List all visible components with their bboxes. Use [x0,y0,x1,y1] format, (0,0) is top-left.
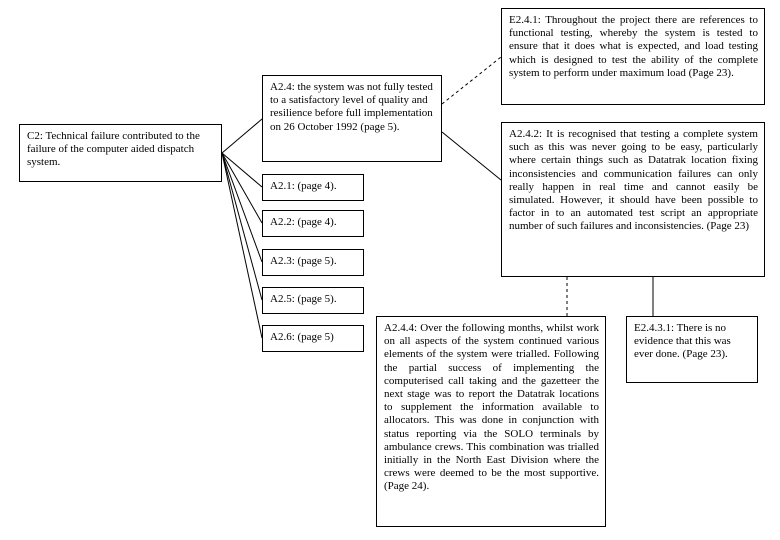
node-a244-text: A2.4.4: Over the following months, whilst work on all aspects of the system continued various elements of the system were trialled. Following the partial success of implementing the computerised call taking and the gazetteer the next stage was to report the Datatrak locations to supplement the information available to allocators. This was done in conjunction with status reporting via the SOLO terminals by ambulance crews. This combination was trialled initially in the North East Division where the crews were deemed to be the most supportive. (Page 24). [384,322,599,493]
node-a242 [501,122,765,277]
edge-c2-a25 [222,153,262,300]
node-e2431-text: E2.4.3.1: There is no evidence that this was ever done. (Page 23). [634,322,731,361]
node-a244 [376,316,606,527]
node-a23-text: A2.3: (page 5). [270,255,337,267]
edge-c2-a24 [222,119,262,153]
node-a25-text: A2.5: (page 5). [270,293,337,305]
node-a23 [262,249,364,276]
node-a21 [262,174,364,201]
node-a22 [262,210,364,237]
node-a242-text: A2.4.2: It is recognised that testing a complete system such as this was never going to be easy, particularly where certain things such as Datatrak location fixing inconsistencies and communication failures can only really happen in real time and cannot easily be simulated. However, it should have been possible to factor in to an automated test script an appropriate number of such failures and inconsistencies. (Page 23) [509,128,758,233]
node-a25 [262,287,364,314]
node-a24 [262,75,442,162]
node-e241-text: E2.4.1: Throughout the project there are references to functional testing, whereby the system is tested to ensure that it does what is expected, and load testing which is designed to test the ability of the complete system to perform under maximum load (Page 23). [509,14,758,79]
node-a22-text: A2.2: (page 4). [270,216,337,228]
node-e2431-evidence [626,316,758,383]
edge-a24-e241 [442,57,501,104]
node-a26-text: A2.6: (page 5) [270,331,334,343]
node-c2-claim [19,124,222,182]
node-a26 [262,325,364,352]
node-c2-text: C2: Technical failure contributed to the failure of the computer aided dispatch system. [27,130,200,169]
edge-a24-a242 [442,132,501,180]
node-a24-text: A2.4: the system was not fully tested to a satisfactory level of quality and resilience before full implementation on 26 October 1992 (page 5). [270,81,433,133]
node-a21-text: A2.1: (page 4). [270,180,337,192]
edge-c2-a22 [222,153,262,223]
node-e241-evidence [501,8,765,105]
